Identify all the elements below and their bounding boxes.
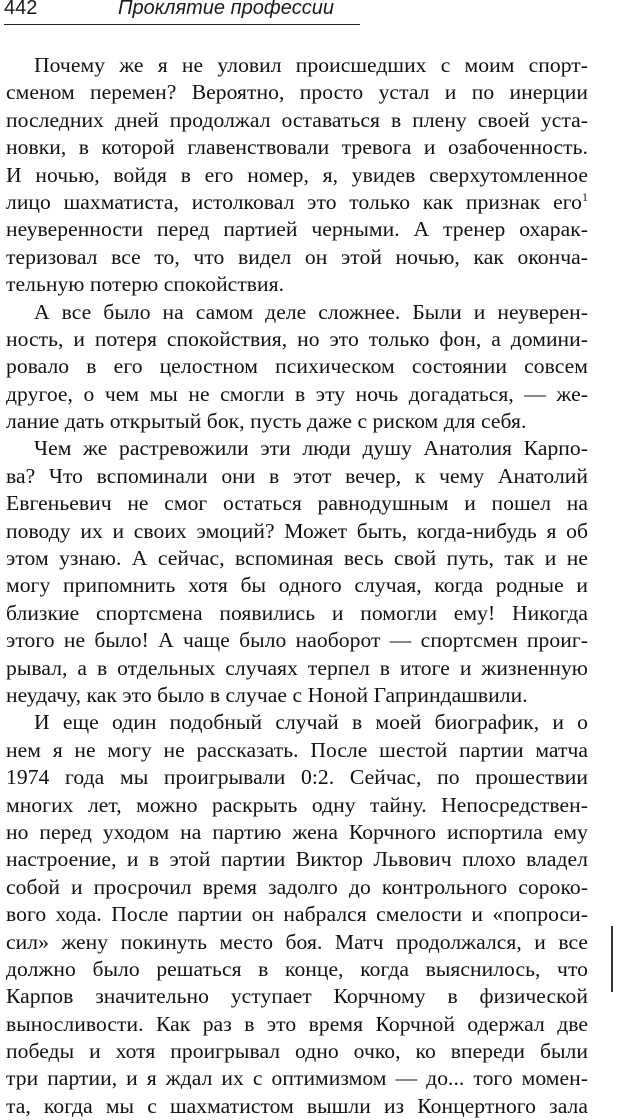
text-line: И ночью, войдя в его номер, я, увидев сверхутомленное <box>6 162 588 187</box>
text-line: этом узнаю. А сейчас, вспоминая весь свой путь, так и не <box>6 546 588 571</box>
body-text <box>6 52 588 1120</box>
text-line: вого хода. После партии он набрался смелости и «попроси- <box>6 902 588 927</box>
text-line: ровало в его целостном психическом состоянии совсем <box>6 354 588 379</box>
text-line: поводу их и своих эмоций? Может быть, когда-нибудь я об <box>6 518 588 543</box>
margin-rule <box>611 926 613 992</box>
text-line: И еще один подобный случай в моей биографик, и о <box>34 710 588 735</box>
text-line: ность, и потеря спокойствия, но это только фон, а домини- <box>6 326 588 351</box>
text-line: этого не было! А чаще было наоборот — спортсмен проиг- <box>6 628 588 653</box>
text-line: новки, в которой главенствовали тревога и озабоченность. <box>6 135 588 160</box>
text-line: но перед уходом на партию жена Корчного испортила ему <box>6 819 588 844</box>
text-line-content: лицо шахматиста, истолковал это только как признак его <box>6 189 582 214</box>
running-title: Проклятие профессии <box>118 0 334 19</box>
text-line: неудачу, как это было в случае с Ноной Гаприндашвили. <box>6 682 528 707</box>
text-line: А все было на самом деле сложнее. Были и неуверен- <box>34 299 588 324</box>
text-line: Евгеньевич не смог остаться равнодушным и пошел на <box>6 491 588 516</box>
text-line: многих лет, можно раскрыть одну тайну. Непосредствен- <box>6 792 588 817</box>
text-line: близкие спортсмена появились и помогли ему! Никогда <box>6 600 588 625</box>
text-line: лание дать открытый бок, пусть даже с риском для себя. <box>6 409 527 434</box>
footnote-marker[interactable]: 1 <box>581 189 588 204</box>
text-line: должно было решаться в конце, когда выяснилось, что <box>6 956 588 981</box>
text-line: последних дней продолжал оставаться в плену своей уста- <box>6 107 588 132</box>
text-line: ва? Что вспоминали они в этот вечер, к чему Анатолий <box>6 463 588 488</box>
text-line-with-footnote <box>6 189 588 216</box>
text-line: три партии, и я ждал их с оптимизмом — до... того момен- <box>6 1066 588 1091</box>
text-line: Карпов значительно уступает Корчному в физической <box>6 984 588 1009</box>
text-line: рывал, а в отдельных случаях терпел в итоге и жизненную <box>6 655 588 680</box>
text-line: тельную потерю спокойствия. <box>6 272 285 297</box>
text-line: Почему же я не уловил происшедших с моим спорт- <box>34 53 588 77</box>
text-line: сил» жену покинуть место боя. Матч продолжался, и все <box>6 929 588 954</box>
text-line: могу припомнить хотя бы одного случая, когда родные и <box>6 573 588 598</box>
text-line: теризовал все то, что видел он этой ночью, как оконча- <box>6 244 588 269</box>
text-line: настроение, и в этой партии Виктор Львович плохо владел <box>6 847 588 872</box>
text-line: сменом перемен? Вероятно, просто устал и по инерции <box>6 80 588 105</box>
text-line: выносливости. Как раз в это время Корчной одержал две <box>6 1011 588 1036</box>
running-header <box>4 0 360 25</box>
text-line: Чем же растревожили эти люди душу Анатолия Карпо- <box>34 436 588 461</box>
text-line: неуверенности перед партией черными. А тренер охарак- <box>6 217 588 242</box>
text-line: та, когда мы с шахматистом вышли из Концертного зала <box>6 1093 588 1118</box>
text-line: нем я не могу не рассказать. После шестой партии матча <box>6 737 588 762</box>
text-line: другое, о чем мы не смогли в эту ночь догадаться, — же- <box>6 381 588 406</box>
page-number: 442 <box>4 0 38 19</box>
text-line: 1974 года мы проигрывали 0:2. Сейчас, по прошествии <box>6 765 588 790</box>
text-line: победы и хотя проигрывал одно очко, ко впереди были <box>6 1039 588 1064</box>
text-line: собой и просрочил время задолго до контрольного сороко- <box>6 874 588 899</box>
